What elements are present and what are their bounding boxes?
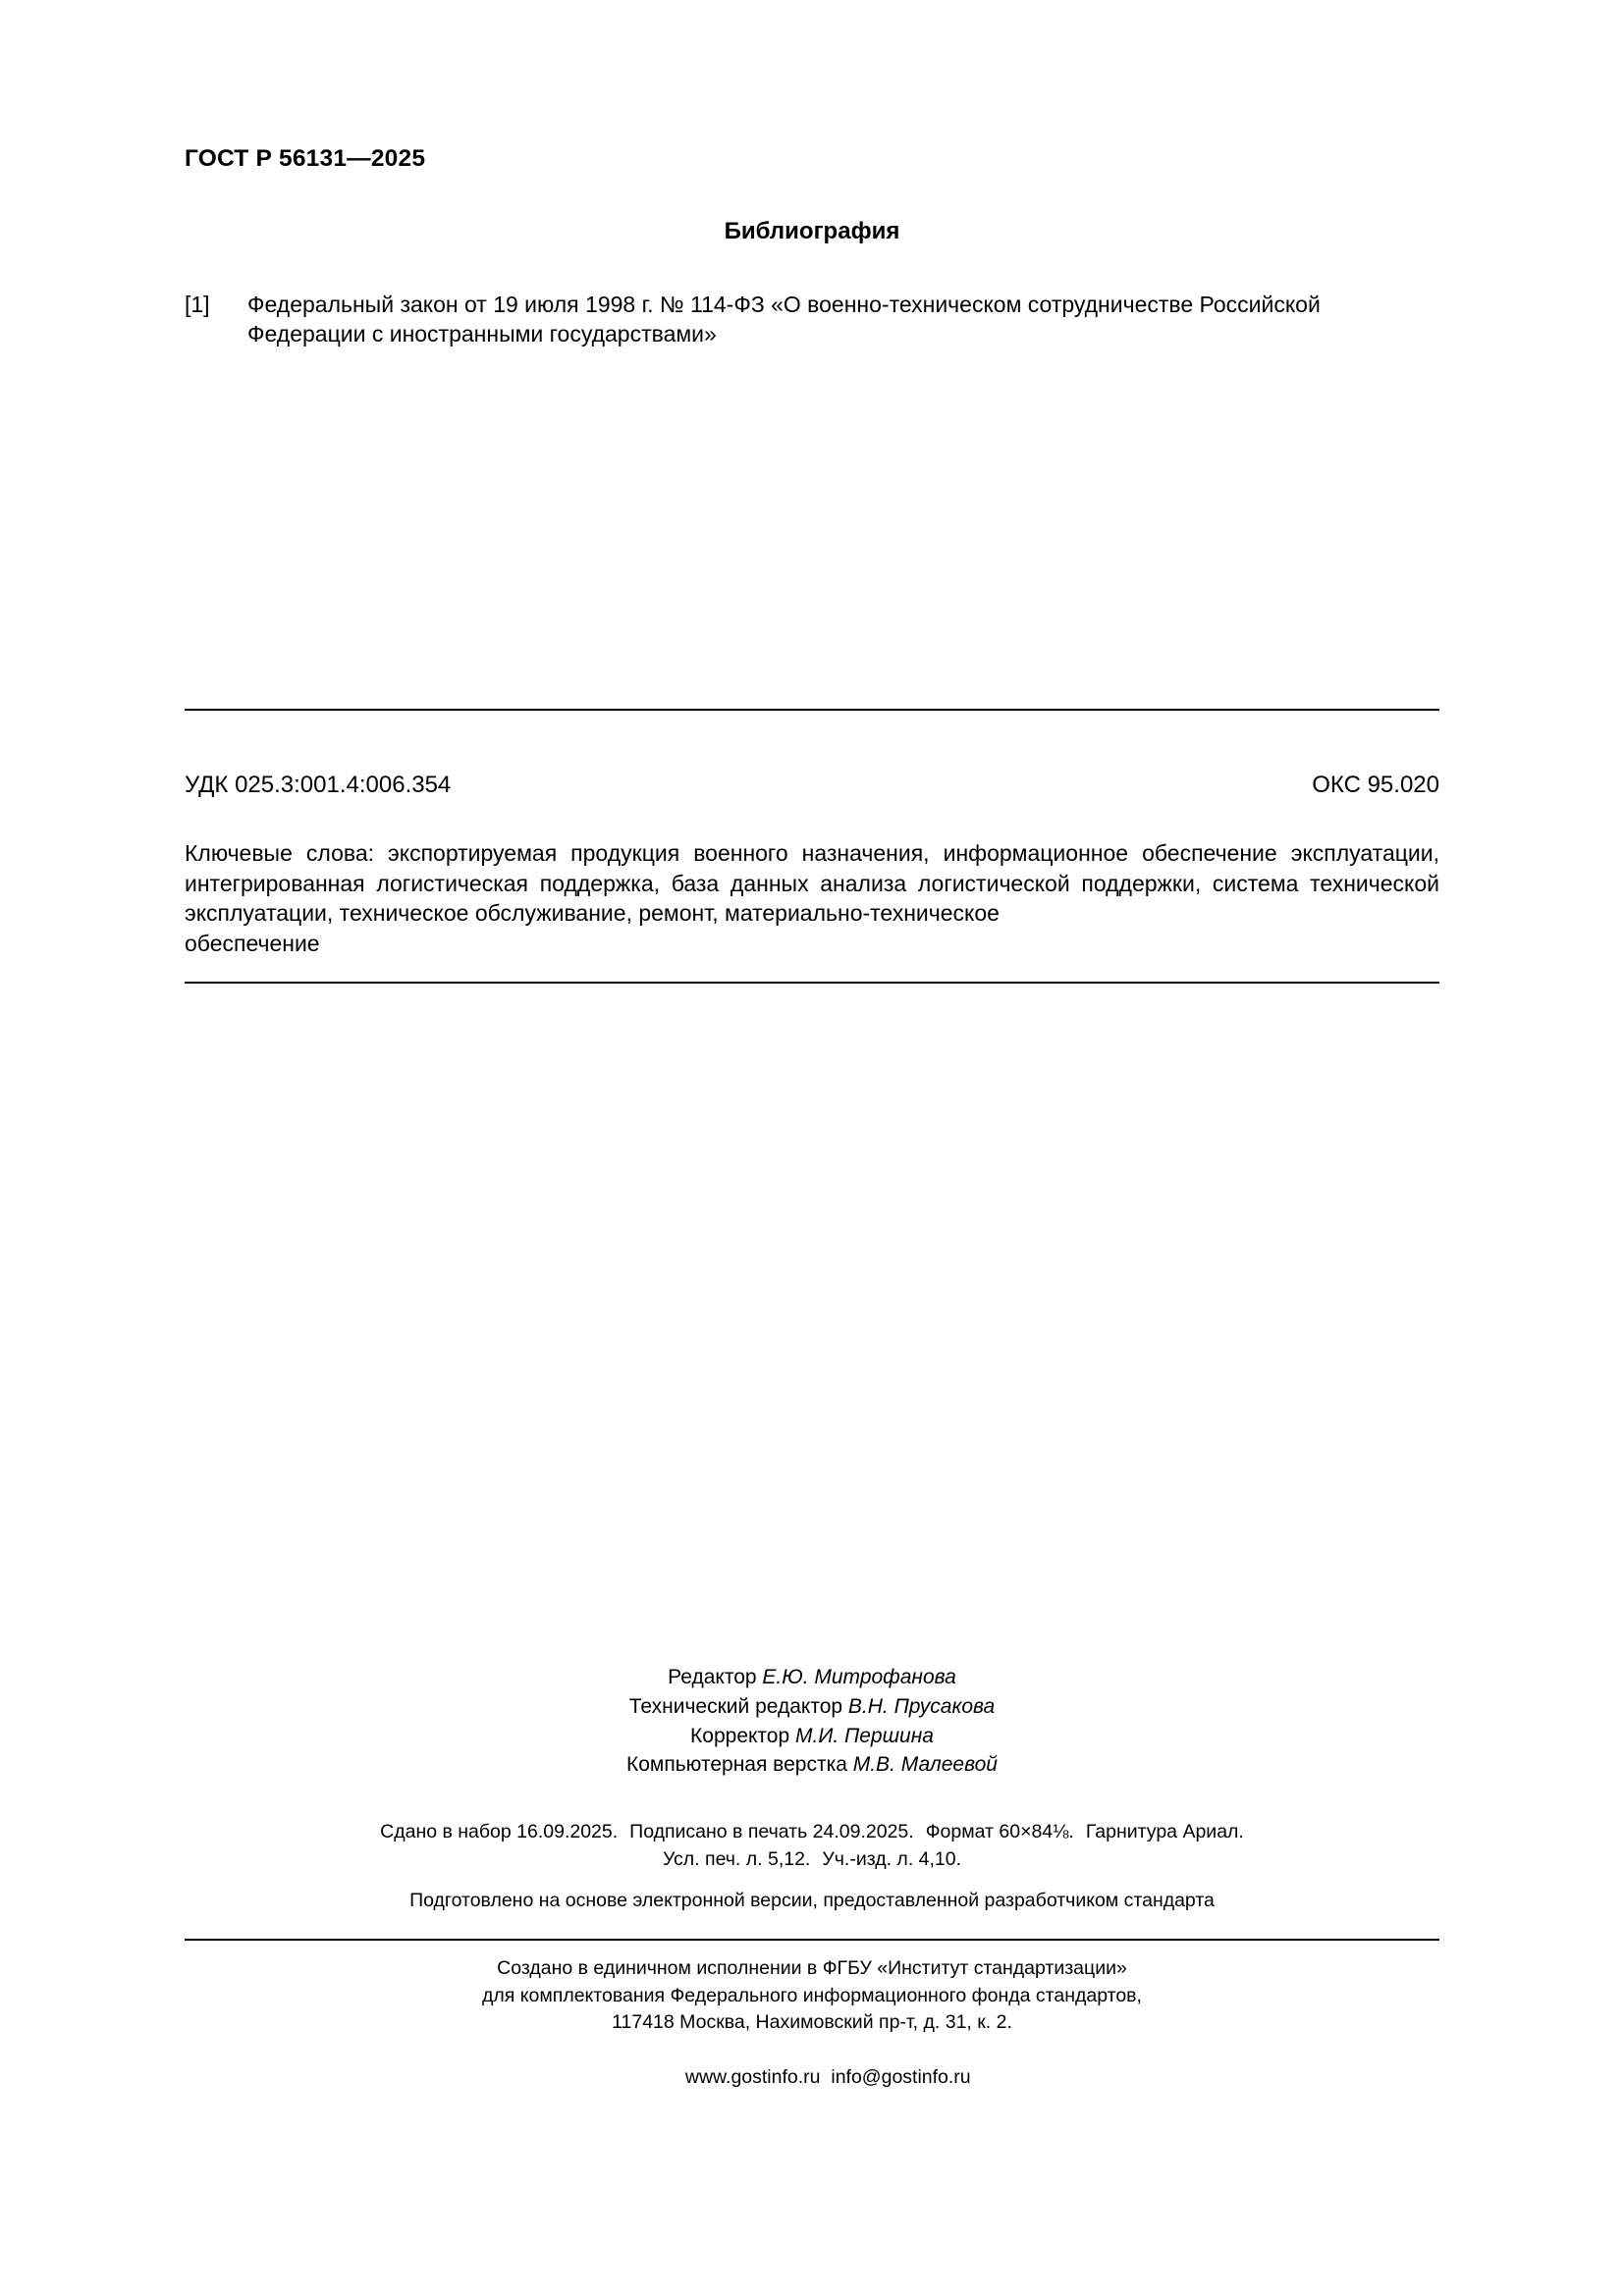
divider-above-colophon xyxy=(185,1939,1439,1941)
source-note xyxy=(0,1890,1624,1912)
imprint-layout-line xyxy=(0,1750,1624,1780)
colophon-line2: для комплектования Федерального информационного фонда стандартов, xyxy=(482,1984,1142,2006)
colophon-line3: 117418 Москва, Нахимовский пр-т, д. 31, к. 2. xyxy=(612,2011,1012,2034)
oks-code: ОКС 95.020 xyxy=(1312,772,1439,798)
imprint-layout-role: Компьютерная верстка xyxy=(626,1753,853,1777)
divider-above-classification xyxy=(185,709,1439,711)
bibliography-item-marker: [1] xyxy=(185,292,210,317)
print-printed-sheets: Усл. печ. л. 5,12. xyxy=(662,1848,811,1871)
print-details-line2 xyxy=(0,1845,1624,1873)
imprint-tech-editor-name: В.Н. Прусакова xyxy=(847,1694,996,1718)
imprint-proofreader-line xyxy=(0,1722,1624,1751)
imprint-proofreader-name: М.И. Першина xyxy=(795,1724,934,1747)
print-details-block xyxy=(0,1818,1624,1874)
print-signed-date: Подписано в печать 24.09.2025. xyxy=(629,1821,914,1842)
imprint-tech-editor-line xyxy=(0,1692,1624,1722)
colophon-line1: Создано в единичном исполнении в ФГБУ «Институт стандартизации» xyxy=(497,1957,1127,1979)
keywords-last-line: обеспечение xyxy=(185,930,320,956)
divider-below-keywords xyxy=(185,982,1439,984)
print-details-line1 xyxy=(0,1818,1624,1845)
colophon-block xyxy=(0,1955,1624,2118)
imprint-tech-editor-role: Технический редактор xyxy=(628,1694,848,1718)
imprint-layout-name: М.В. Малеевой xyxy=(852,1753,998,1777)
print-publisher-sheets: Уч.-изд. л. 4,10. xyxy=(822,1848,962,1871)
udk-code: УДК 025.3:001.4:006.354 xyxy=(185,772,452,798)
imprint-editor-line xyxy=(0,1663,1624,1692)
bibliography-item-line2: Федерации с иностранными государствами» xyxy=(247,320,717,347)
print-format: Формат 60×84⅛. xyxy=(925,1821,1074,1842)
bibliography-heading: Библиография xyxy=(724,218,900,244)
source-note-text: Подготовлено на основе электронной версии, предоставленной разработчиком стандарта xyxy=(409,1890,1215,1911)
running-head-standard-number: ГОСТ Р 56131—2025 xyxy=(185,145,426,172)
imprint-block xyxy=(0,1663,1624,1780)
keywords-block xyxy=(185,838,1439,958)
keywords-body: Ключевые слова: экспортируемая продукция военного назначения, информационное обеспечение эксплуатации, интегрированная логистическая поддержка, база данных анализа логистической поддержки, система технической эксплуатации, техническое обслуживание, ремонт, материально-техническое xyxy=(185,840,1439,927)
bibliography-item-text xyxy=(247,291,1439,349)
colophon-website[interactable]: www.gostinfo.ru xyxy=(684,2065,821,2088)
classification-row xyxy=(185,772,1439,799)
imprint-proofreader-role: Корректор xyxy=(690,1724,795,1747)
imprint-editor-role: Редактор xyxy=(668,1666,763,1688)
bibliography-item xyxy=(185,291,1439,349)
colophon-contacts xyxy=(0,2037,1624,2118)
imprint-editor-name: Е.Ю. Митрофанова xyxy=(762,1666,956,1688)
colophon-email[interactable]: info@gostinfo.ru xyxy=(831,2065,971,2088)
bibliography-item-line1: Федеральный закон от 19 июля 1998 г. № 114-ФЗ «О военно-техническом сотрудничестве Российской xyxy=(247,292,1321,317)
print-typeface: Гарнитура Ариал. xyxy=(1085,1821,1244,1842)
print-typeset-date: Сдано в набор 16.09.2025. xyxy=(380,1821,619,1842)
bibliography-list xyxy=(185,291,1439,349)
